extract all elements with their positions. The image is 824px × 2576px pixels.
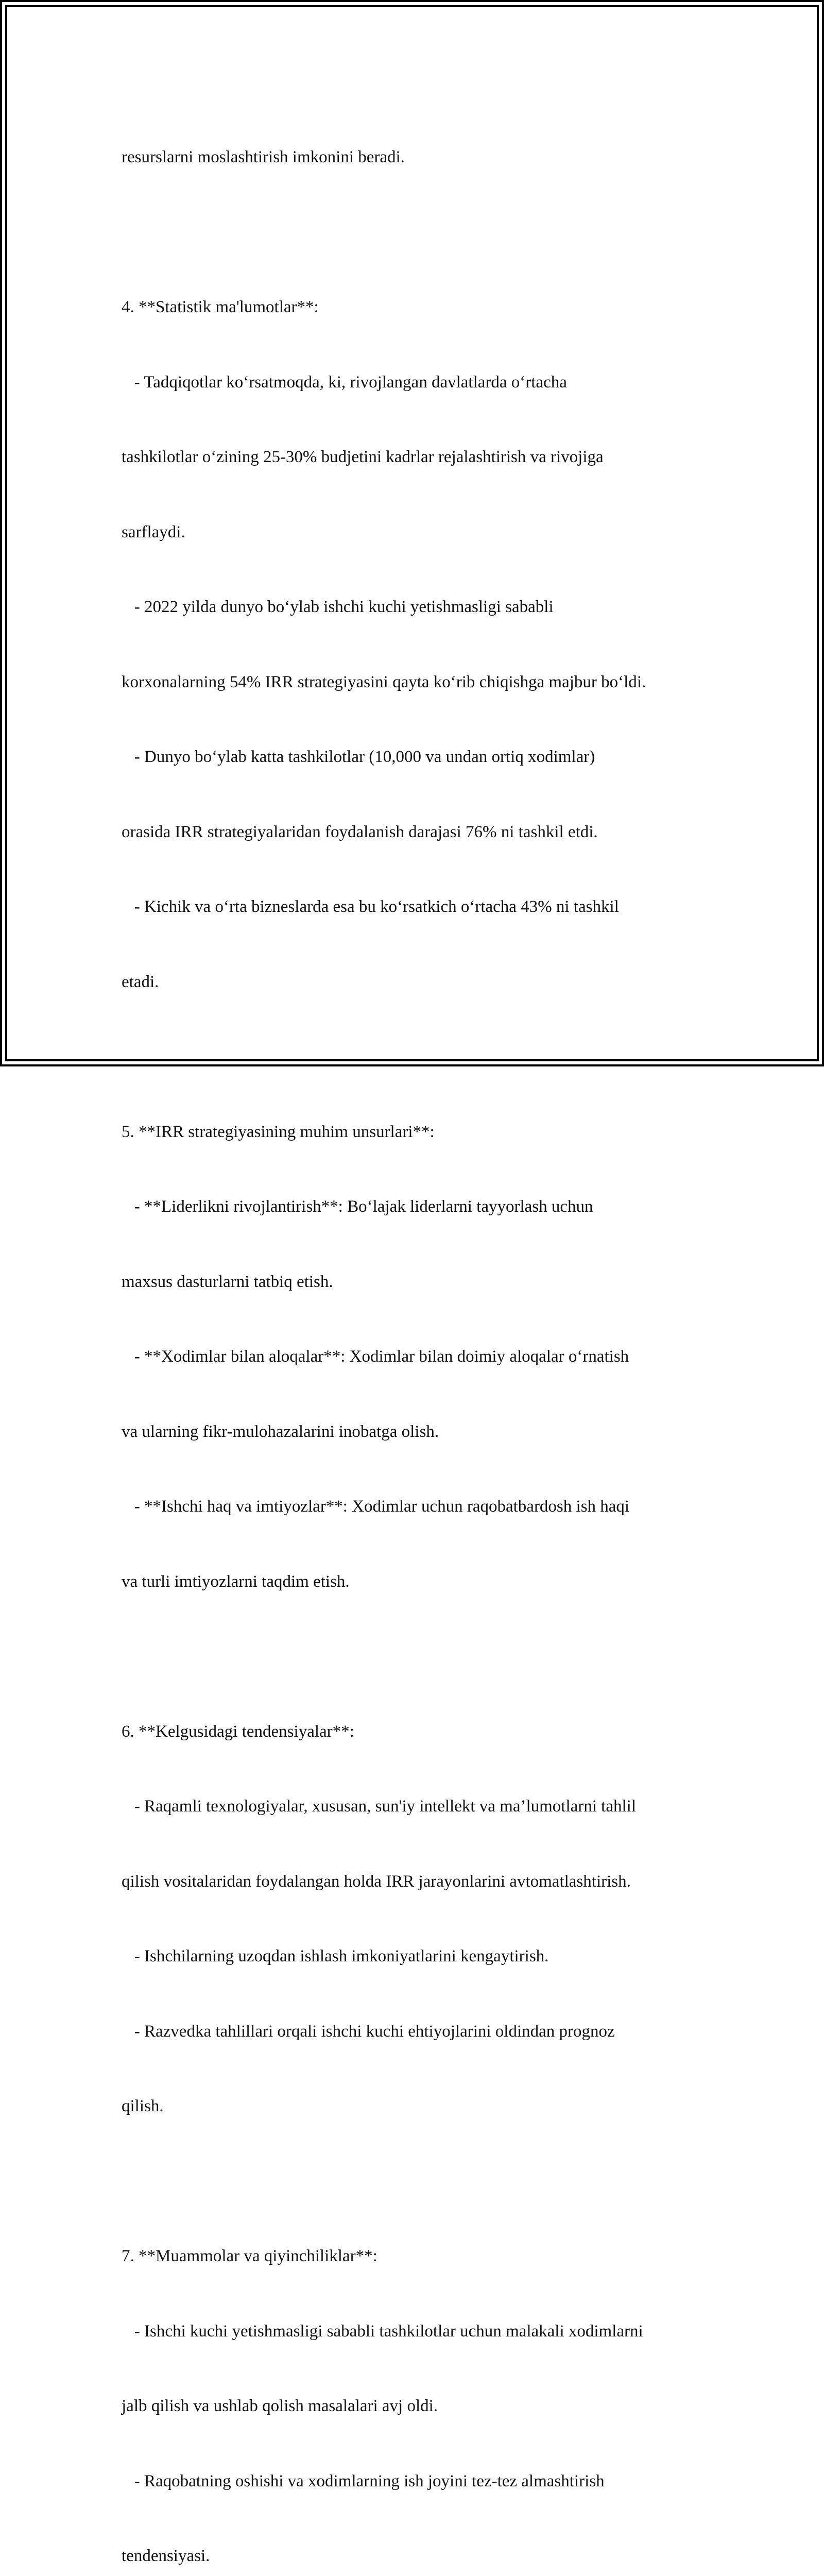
text-line: - **Liderlikni rivojlantirish**: Boʻlajak liderlarni tayyorlash uchun: [122, 1197, 593, 1216]
blank-line: [122, 1044, 740, 1070]
blank-line: [122, 220, 740, 245]
document-body: [122, 95, 740, 2576]
text-line: - Ishchilarning uzoqdan ishlash imkoniyatlarini kengaytirish.: [122, 1947, 549, 1965]
text-line: etadi.: [122, 972, 159, 991]
text-line: va turli imtiyozlarni taqdim etish.: [122, 1572, 350, 1591]
text-line: korxonalarning 54% IRR strategiyasini qayta koʻrib chiqishga majbur boʻldi.: [122, 672, 646, 691]
text-line: qilish vositalaridan foydalangan holda IRR jarayonlarini avtomatlashtirish.: [122, 1872, 631, 1891]
text-line: - Ishchi kuchi yetishmasligi sababli tashkilotlar uchun malakali xodimlarni: [122, 2321, 643, 2341]
text-line: - Tadqiqotlar koʻrsatmoqda, ki, rivojlangan davlatlarda oʻrtacha: [122, 372, 567, 392]
text-line: tashkilotlar oʻzining 25-30% budjetini kadrlar rejalashtirish va rivojiga: [122, 448, 604, 466]
section-heading: 4. **Statistik ma'lumotlar**:: [122, 298, 319, 316]
text-line: - Kichik va oʻrta bizneslarda esa bu koʻrsatkich oʻrtacha 43% ni tashkil: [122, 897, 619, 916]
text-line: resurslarni moslashtirish imkonini beradi.: [122, 148, 405, 166]
text-line: qilish.: [122, 2097, 164, 2115]
text-line: - Raqamli texnologiyalar, xususan, sun'iy intellekt va ma’lumotlarni tahlil: [122, 1797, 637, 1816]
text-line: - **Xodimlar bilan aloqalar**: Xodimlar bilan doimiy aloqalar oʻrnatish: [122, 1347, 629, 1366]
text-line: - 2022 yilda dunyo boʻylab ishchi kuchi yetishmasligi sababli: [122, 598, 554, 616]
text-line: tendensiyasi.: [122, 2547, 210, 2565]
text-line: - Dunyo boʻylab katta tashkilotlar (10,000 va undan ortiq xodimlar): [122, 748, 595, 766]
text-line: jalb qilish va ushlab qolish masalalari avj oldi.: [122, 2397, 438, 2415]
blank-line: [122, 2169, 740, 2194]
section-heading: 6. **Kelgusidagi tendensiyalar**:: [122, 1722, 354, 1741]
text-line: orasida IRR strategiyalaridan foydalanish darajasi 76% ni tashkil etdi.: [122, 822, 598, 841]
text-line: - Razvedka tahlillari orqali ishchi kuchi ehtiyojlarini oldindan prognoz: [122, 2022, 615, 2041]
text-line: sarflaydi.: [122, 522, 185, 541]
text-line: va ularning fikr-mulohazalarini inobatga olish.: [122, 1422, 439, 1441]
text-line: - **Ishchi haq va imtiyozlar**: Xodimlar uchun raqobatbardosh ish haqi: [122, 1497, 630, 1516]
text-line: maxsus dasturlarni tatbiq etish.: [122, 1272, 333, 1291]
section-heading: 5. **IRR strategiyasining muhim unsurlari**:: [122, 1122, 435, 1141]
blank-line: [122, 1644, 740, 1669]
text-line: - Raqobatning oshishi va xodimlarning ish joyini tez-tez almashtirish: [122, 2471, 605, 2490]
section-heading: 7. **Muammolar va qiyinchiliklar**:: [122, 2247, 377, 2265]
